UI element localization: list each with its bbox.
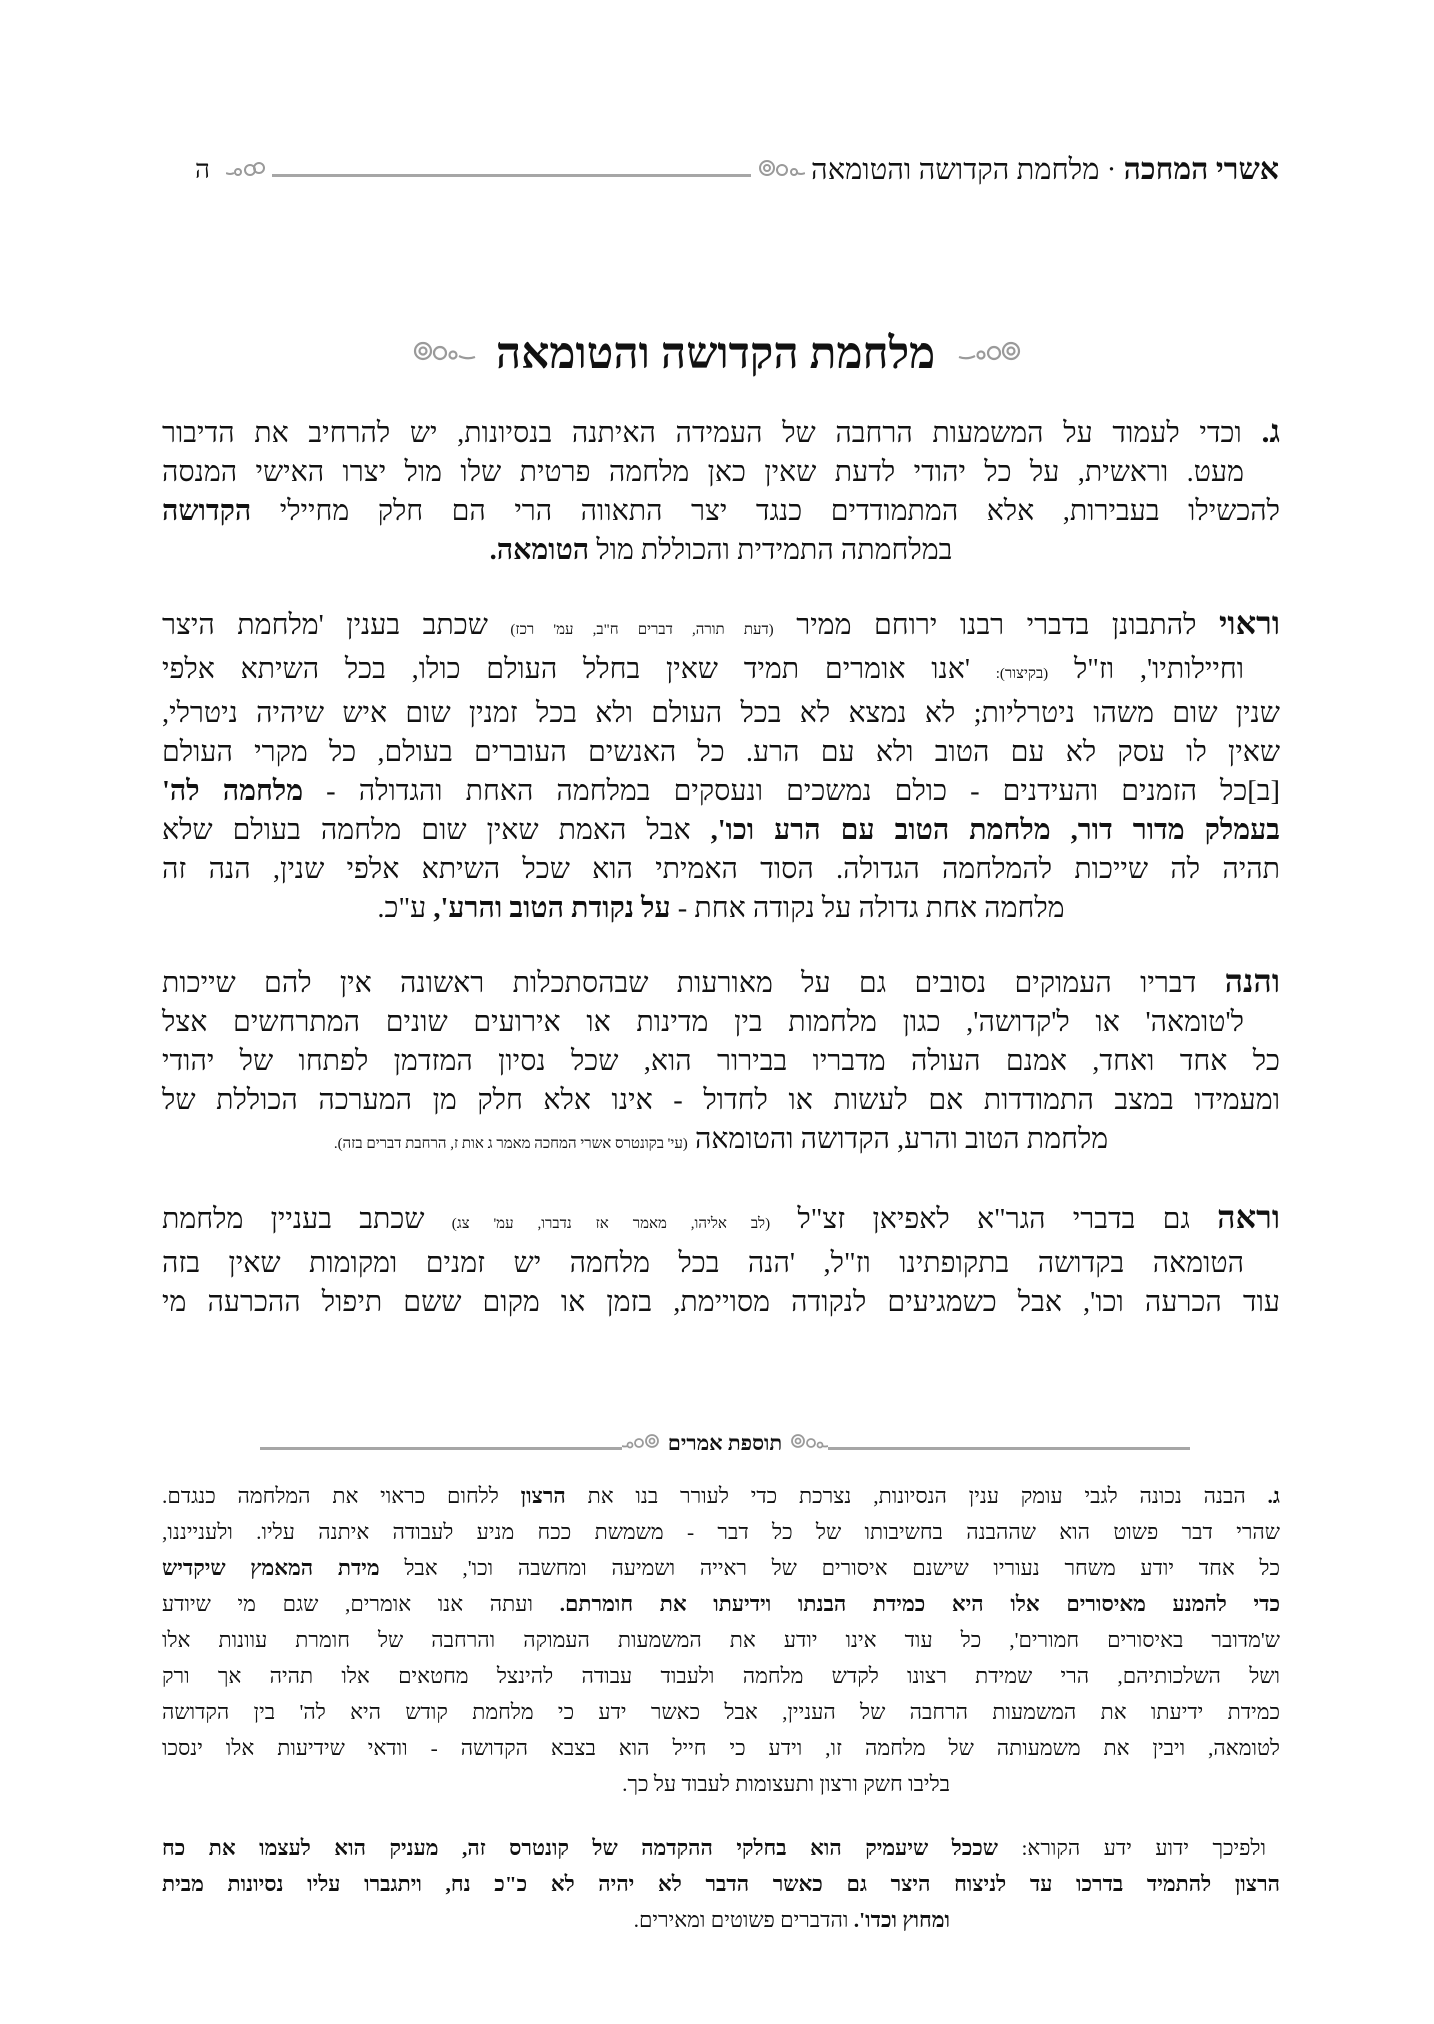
header-chapter: מלחמת הקדושה והטומאה <box>811 153 1100 186</box>
paragraph-lead: והנה <box>1224 963 1281 999</box>
supplement-rule <box>828 1447 1190 1450</box>
ornament-icon <box>757 157 805 184</box>
book-title: אשרי המחכה <box>1123 153 1279 186</box>
main-text <box>162 412 1280 1352</box>
paragraph: וראוי להתבונן בדברי רבנו ירוחם ממיר (דעת תורה, דברים ח"ב, עמ' רכז) שכתב בענין 'מלחמת היצר וחיילותיו', וז"ל (בקיצור): 'אנו אומרים תמיד שאין בחלל העולם כולו, בכל השיתא אלפי שנין שום משהו ניטרליות; לא נמצא לא בכל העולם ולא בכל זמנין שום איש שיהיה ניטרלי, שאין לו עסק לא עם הטוב ולא עם הרע. כל האנשים העוברים בעולם, כל מקרי העולם [ב]כל הזמנים והעידנים - כולם נמשכים ונעסקים במלחמה האחת והגדולה - מלחמה לה' בעמלק מדור דור, מלחמת הטוב עם הרע וכו', אבל האמת שאין שום מלחמה בעולם שלא תהיה לה שייכות להמלחמה הגדולה. הסוד האמיתי הוא שכל השיתא אלפי שנין, הנה זה מלחמה אחת גדולה על נקודה אחת - על נקודת הטוב והרע', ע"כ. <box>162 605 1281 924</box>
supplement-paragraph: ולפיכך ידוע ידע הקורא: שככל שיעמיק הוא בחלקי ההקדמה של קונטרס זה, מעניק הוא לעצמו את כח הרצון להתמיד בדרכו עד לניצוח היצר גם כאשר הדבר לא יהיה לא כ"כ נח, ויתגברו עליו נסיונות מבית ומחוץ וכדו'. והדברים פשוטים ומאירים. <box>162 1836 1280 1932</box>
supplement-title: תוספת אמרים <box>667 1430 783 1455</box>
paragraph-lead: וראה <box>1217 1199 1281 1235</box>
paragraph: ג. וכדי לעמוד על המשמעות הרחבה של העמידה האיתנה בנסיונות, יש להרחיב את הדיבור מעט. וראשית, על כל יהודי לדעת שאין כאן מלחמה פרטית שלו מול יצרו האישי המנסה להכשילו בעבירות, אלא המתמודדים כנגד יצר התאווה הרי הם חלק מחיילי הקדושה במלחמתה התמידית והכוללת מול הטומאה. <box>162 413 1281 566</box>
paragraph-lead: ג. <box>1261 413 1281 449</box>
ornament-icon <box>226 157 266 184</box>
paragraph: והנה דבריו העמוקים נסובים גם על מאורעות שבהסתכלות ראשונה אין להם שייכות ל'טומאה' או ל'קדושה', כגון מלחמות בין מדינות או אירועים שונים המתרחשים אצל כל אחד ואחד, אמנם העולה מדבריו בבירור הוא, שכל נסיון המזדמן לפתחו של יהודי ומעמידו במצב התמודדות אם לעשות או לחדול - אינו אלא חלק מן המערכה הכוללת של מלחמת הטוב והרע, הקדושה והטומאה (עי' בקונטרס אשרי המחכה מאמר ג אות ז, הרחבת דברים בזה). <box>162 963 1281 1155</box>
ornament-icon <box>622 1432 662 1454</box>
paragraph: וראה גם בדברי הגר"א לאפיאן זצ"ל (לב אליהו, מאמר אז נדברו, עמ' צג) שכתב בעניין מלחמת הטומאה בקדושה בתקופתינו וז"ל, 'הנה בכל מלחמה יש זמנים ומקומות שאין בזה עוד הכרעה וכו', אבל כשמגיעים לנקודה מסויימת, בזמן או מקום ששם תיפול ההכרעה מי <box>162 1199 1281 1318</box>
chapter-heading <box>0 328 1434 379</box>
ornament-icon <box>788 1432 828 1454</box>
source-citation: (לב אליהו, מאמר אז נדברו, עמ' צג) <box>451 1216 771 1232</box>
supplement-text <box>162 1478 1280 1968</box>
supplement-rule <box>260 1447 622 1450</box>
running-header <box>195 150 1279 190</box>
chapter-title: מלחמת הקדושה והטומאה <box>495 329 936 378</box>
source-citation: (דעת תורה, דברים ח"ב, עמ' רכז) <box>510 622 774 638</box>
supplement-header <box>260 1428 1190 1458</box>
page-number: ה <box>195 155 210 184</box>
header-separator: · <box>1107 155 1116 185</box>
paragraph-lead: וראוי <box>1219 605 1281 641</box>
header-rule <box>272 174 751 177</box>
ornament-icon <box>407 345 477 370</box>
supplement-paragraph: ג. הבנה נכונה לגבי עומק ענין הנסיונות, נצרכת כדי לעורר בנו את הרצון ללחום כראוי את המלחמה כנגדם. שהרי דבר פשוט הוא שההבנה בחשיבותו של כל דבר - משמשת ככח מניע לעבודה איתנה עליו. ולענייננו, כל אחד יודע משחר נעוריו שישנם איסורים של ראייה ושמיעה ומחשבה וכו', אבל מידת המאמץ שיקדיש כדי להמנע מאיסורים אלו היא כמידת הבנתו וידיעתו את חומרתם. ועתה אנו אומרים, שגם מי שיודע ש'מדובר באיסורים חמורים', כל עוד אינו יודע את המשמעות העמוקה והרחבה של חומרת עוונות אלו ושל השלכותיהם, הרי שמידת רצונו לקדש מלחמה ולעבוד עבודה להינצל מחטאים אלו תהיה אך ורק כמידת ידיעתו את המשמעות הרחבה של העניין, אבל כאשר ידע כי מלחמת קודש היא לה' בין הקדושה לטומאה, ויבין את משמעותה של מלחמה זו, וידע כי חייל הוא בצבא הקדושה - וודאי שידיעות אלו ינסכו בליבו חשק ורצון ותעצומות לעבוד על כך. <box>162 1484 1281 1796</box>
source-citation: (עי' בקונטרס אשרי המחכה מאמר ג אות ז, הרחבת דברים בזה). <box>333 1136 688 1152</box>
ornament-icon <box>949 345 1027 370</box>
source-citation: (בקיצור): <box>995 666 1049 682</box>
paragraph-lead: ג. <box>1267 1484 1280 1508</box>
